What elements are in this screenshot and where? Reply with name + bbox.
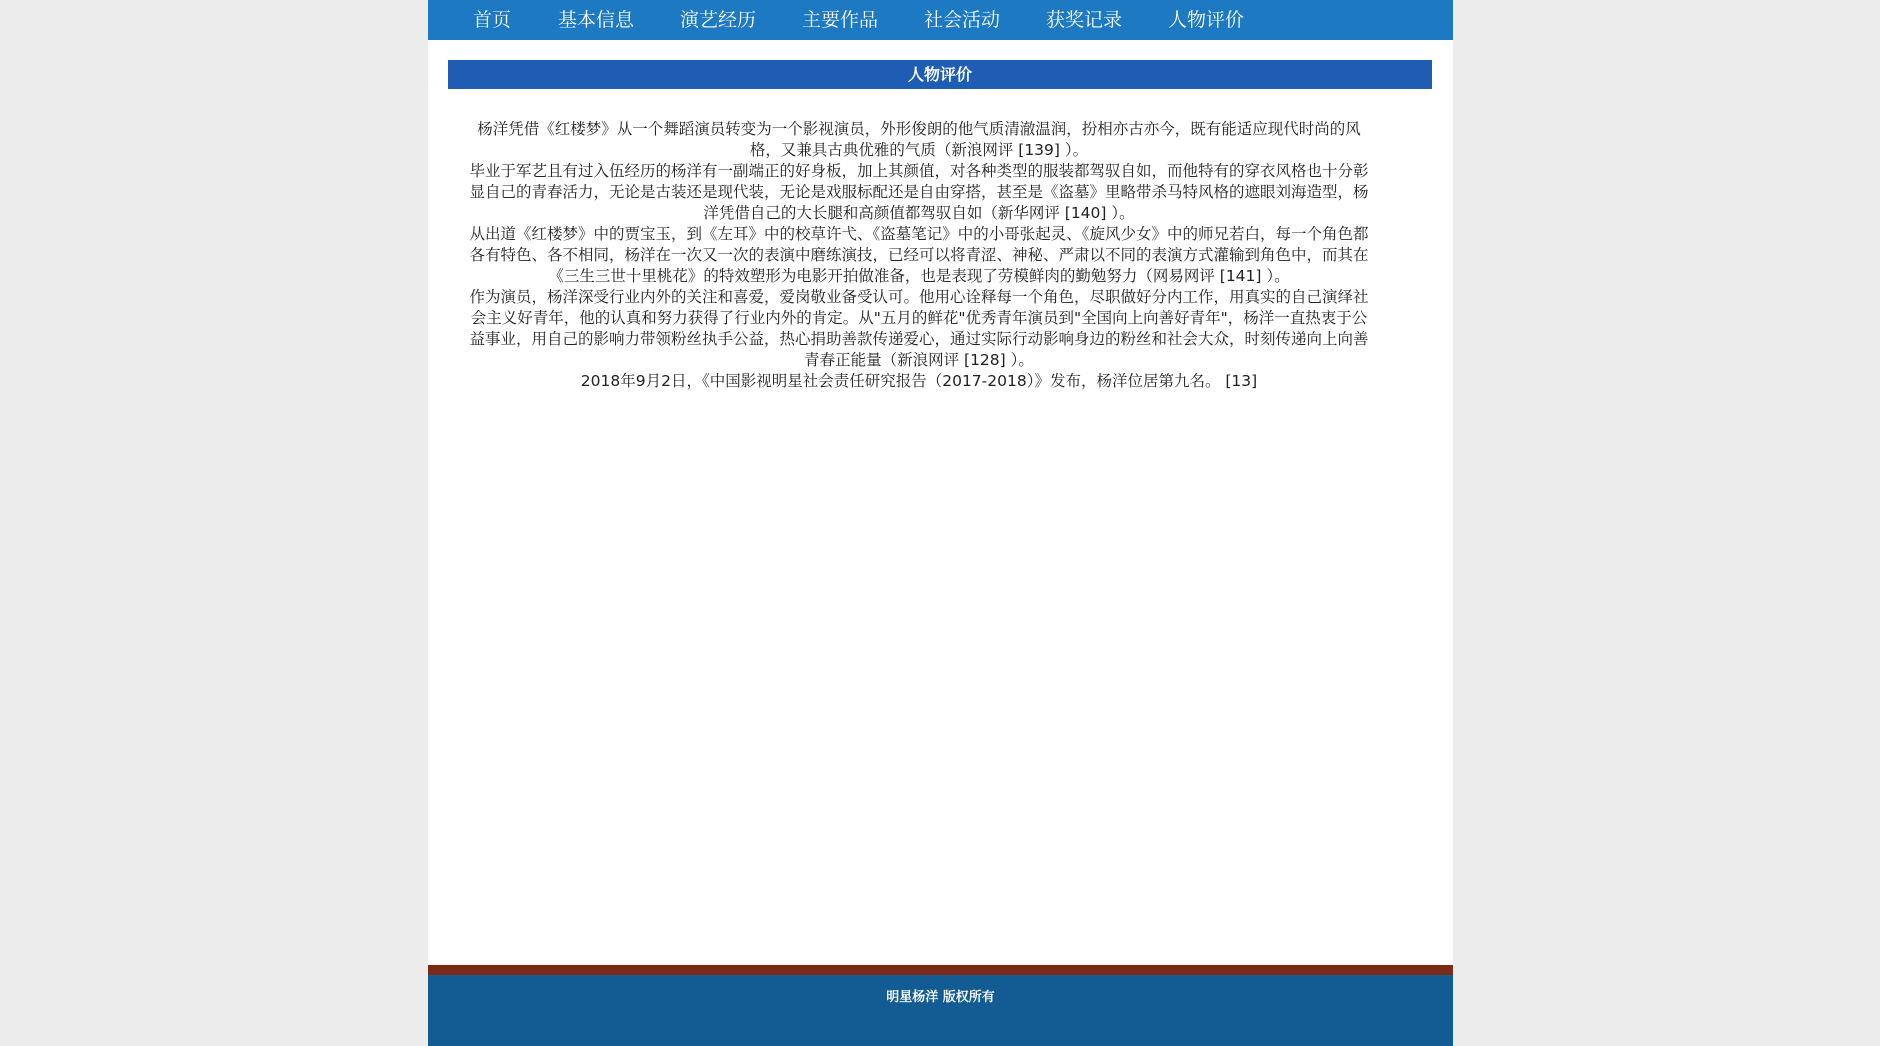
copyright-text: 明星杨洋 版权所有	[886, 990, 995, 1005]
reviews-content	[469, 119, 1369, 392]
nav-item-social-activities[interactable]: 社会活动	[924, 9, 1001, 31]
nav-item-home[interactable]: 首页	[473, 9, 512, 31]
review-paragraph: 杨洋凭借《红楼梦》从一个舞蹈演员转变为一个影视演员，外形俊朗的他气质清澈温润，扮相亦古亦今，既有能适应现代时尚的风格，又兼具古典优雅的气质（新浪网评 [139] ）。	[477, 120, 1361, 159]
review-paragraph: 毕业于军艺且有过入伍经历的杨洋有一副端正的好身板，加上其颜值，对各种类型的服装都驾驭自如，而他特有的穿衣风格也十分彰显自己的青春活力，无论是古装还是现代装，无论是戏服标配还是自由穿搭，甚至是《盗墓》里略带杀马特风格的遮眼刘海造型，杨洋凭借自己的大长腿和高颜值都驾驭自如（新华网评 [140] ）。	[469, 162, 1369, 222]
review-paragraph: 从出道《红楼梦》中的贾宝玉，到《左耳》中的校草许弋、《盗墓笔记》中的小哥张起灵、《旋风少女》中的师兄若白，每一个角色都各有特色、各不相同，杨洋在一次又一次的表演中磨练演技，已经可以将青涩、神秘、严肃以不同的表演方式灌输到角色中，而其在《三生三世十里桃花》的特效塑形为电影开拍做准备，也是表现了劳模鲜肉的勤勉努力（网易网评 [141] ）。	[469, 225, 1369, 285]
nav-item-awards[interactable]: 获奖记录	[1046, 9, 1123, 31]
nav-item-career[interactable]: 演艺经历	[680, 9, 757, 31]
footer-divider-stripe	[428, 965, 1453, 975]
review-paragraph: 作为演员，杨洋深受行业内外的关注和喜爱，爱岗敬业备受认可。他用心诠释每一个角色，尽职做好分内工作，用真实的自己演绎社会主义好青年，他的认真和努力获得了行业内外的肯定。从"五月的鲜花"优秀青年演员到"全国向上向善好青年"，杨洋一直热衷于公益事业，用自己的影响力带领粉丝执手公益，热心捐助善款传递爱心，通过实际行动影响身边的粉丝和社会大众，时刻传递向上向善青春正能量（新浪网评 [128] ）。	[469, 288, 1369, 369]
section-title-bar: 人物评价	[448, 60, 1432, 89]
nav-item-basic-info[interactable]: 基本信息	[558, 9, 635, 31]
footer	[428, 975, 1453, 1046]
page-container	[428, 0, 1453, 1046]
nav-item-works[interactable]: 主要作品	[802, 9, 879, 31]
nav-item-reviews[interactable]: 人物评价	[1168, 9, 1245, 31]
review-paragraph: 2018年9月2日，《中国影视明星社会责任研究报告（2017-2018）》发布，杨洋位居第九名。 [13]	[580, 372, 1258, 390]
top-nav-bar	[428, 0, 1453, 40]
